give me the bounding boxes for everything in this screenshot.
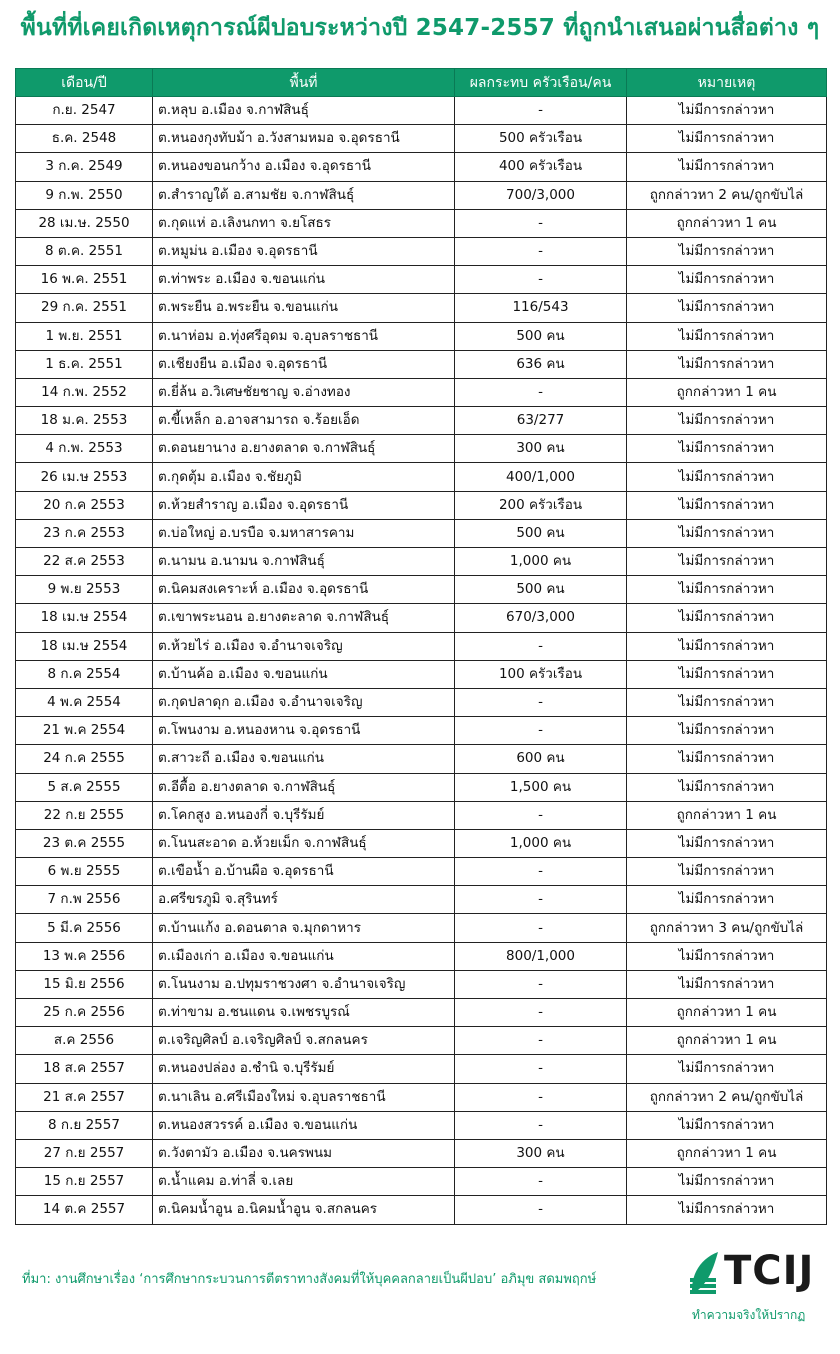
table-row — [16, 153, 827, 181]
cell-date: 13 พ.ค 2556 — [16, 942, 153, 970]
tcij-leaf-icon — [688, 1250, 722, 1296]
table-row — [16, 548, 827, 576]
cell-impact: - — [455, 1111, 627, 1139]
table-row — [16, 1055, 827, 1083]
cell-area: ต.บ้านค้อ อ.เมือง จ.ขอนแก่น — [153, 660, 455, 688]
cell-note: ไม่มีการกล่าวหา — [627, 294, 827, 322]
cell-note: ไม่มีการกล่าวหา — [627, 97, 827, 125]
cell-note: ไม่มีการกล่าวหา — [627, 407, 827, 435]
table-row — [16, 801, 827, 829]
cell-area: ต.นาเลิน อ.ศรีเมืองใหม่ จ.อุบลราชธานี — [153, 1083, 455, 1111]
cell-note: ไม่มีการกล่าวหา — [627, 717, 827, 745]
cell-date: 8 ก.ค 2554 — [16, 660, 153, 688]
cell-date: 3 ก.ค. 2549 — [16, 153, 153, 181]
cell-area: ต.หมูม่น อ.เมือง จ.อุดรธานี — [153, 237, 455, 265]
cell-note: ไม่มีการกล่าวหา — [627, 942, 827, 970]
cell-date: 5 มี.ค 2556 — [16, 914, 153, 942]
table-row — [16, 604, 827, 632]
cell-area: ต.นิคมสงเคราะห์ อ.เมือง จ.อุดรธานี — [153, 576, 455, 604]
cell-date: 22 ส.ค 2553 — [16, 548, 153, 576]
cell-date: 18 ม.ค. 2553 — [16, 407, 153, 435]
column-header-date: เดือน/ปี — [16, 69, 153, 97]
table-row — [16, 350, 827, 378]
column-header-impact: ผลกระทบ ครัวเรือน/คน — [455, 69, 627, 97]
cell-date: 28 เม.ษ. 2550 — [16, 209, 153, 237]
cell-note: ไม่มีการกล่าวหา — [627, 125, 827, 153]
cell-area: ต.บ้านแก้ง อ.ดอนตาล จ.มุกดาหาร — [153, 914, 455, 942]
cell-area: ต.หนองขอนกว้าง อ.เมือง จ.อุดรธานี — [153, 153, 455, 181]
cell-impact: - — [455, 858, 627, 886]
cell-note: ไม่มีการกล่าวหา — [627, 576, 827, 604]
cell-note: ถูกกล่าวหา 3 คน/ถูกขับไล่ — [627, 914, 827, 942]
table-row — [16, 632, 827, 660]
cell-area: ต.อีตื้อ อ.ยางตลาด จ.กาฬสินธุ์ — [153, 773, 455, 801]
cell-area: ต.หนองปล่อง อ.ชำนิ จ.บุรีรัมย์ — [153, 1055, 455, 1083]
cell-impact: 500 ครัวเรือน — [455, 125, 627, 153]
cell-date: 4 พ.ค 2554 — [16, 688, 153, 716]
table-row — [16, 1083, 827, 1111]
cell-date: 23 ต.ค 2555 — [16, 829, 153, 857]
cell-note: ไม่มีการกล่าวหา — [627, 463, 827, 491]
cell-area: ต.ดอนยานาง อ.ยางตลาด จ.กาฬสินธุ์ — [153, 435, 455, 463]
cell-area: ต.โนนสะอาด อ.ห้วยเม็ก จ.กาฬสินธุ์ — [153, 829, 455, 857]
cell-impact: 400 ครัวเรือน — [455, 153, 627, 181]
cell-note: ไม่มีการกล่าวหา — [627, 632, 827, 660]
cell-date: 7 ก.พ 2556 — [16, 886, 153, 914]
cell-area: ต.โพนงาม อ.หนองหาน จ.อุดรธานี — [153, 717, 455, 745]
cell-area: ต.นิคมน้ำอูน อ.นิคมน้ำอูน จ.สกลนคร — [153, 1196, 455, 1224]
cell-impact: - — [455, 266, 627, 294]
table-row — [16, 209, 827, 237]
table-row — [16, 970, 827, 998]
cell-area: ต.ขี้เหล็ก อ.อาจสามารถ จ.ร้อยเอ็ด — [153, 407, 455, 435]
cell-area: ต.โนนงาม อ.ปทุมราชวงศา จ.อำนาจเจริญ — [153, 970, 455, 998]
table-row — [16, 1168, 827, 1196]
cell-note: ถูกกล่าวหา 1 คน — [627, 1139, 827, 1167]
cell-impact: 700/3,000 — [455, 181, 627, 209]
table-row — [16, 688, 827, 716]
table-row — [16, 519, 827, 547]
cell-date: 24 ก.ค 2555 — [16, 745, 153, 773]
cell-impact: - — [455, 378, 627, 406]
table-body — [16, 97, 827, 1225]
table-row — [16, 237, 827, 265]
table-row — [16, 322, 827, 350]
cell-impact: - — [455, 801, 627, 829]
table-row — [16, 829, 827, 857]
logo-tagline: ทำความจริงให้ปรากฏ — [692, 1308, 806, 1322]
cell-date: 9 พ.ย 2553 — [16, 576, 153, 604]
cell-note: ไม่มีการกล่าวหา — [627, 773, 827, 801]
cell-note: ไม่มีการกล่าวหา — [627, 548, 827, 576]
cell-date: 6 พ.ย 2555 — [16, 858, 153, 886]
cell-note: ไม่มีการกล่าวหา — [627, 153, 827, 181]
cell-date: 9 ก.พ. 2550 — [16, 181, 153, 209]
table-row — [16, 745, 827, 773]
table-row — [16, 1196, 827, 1224]
table-row — [16, 576, 827, 604]
table-row — [16, 942, 827, 970]
cell-date: 21 ส.ค 2557 — [16, 1083, 153, 1111]
cell-impact: - — [455, 632, 627, 660]
cell-impact: 400/1,000 — [455, 463, 627, 491]
table-row — [16, 294, 827, 322]
cell-date: ก.ย. 2547 — [16, 97, 153, 125]
table-row — [16, 660, 827, 688]
table-row — [16, 1027, 827, 1055]
cell-note: ถูกกล่าวหา 1 คน — [627, 209, 827, 237]
cell-date: ส.ค 2556 — [16, 1027, 153, 1055]
cell-impact: - — [455, 688, 627, 716]
cell-area: ต.เมืองเก่า อ.เมือง จ.ขอนแก่น — [153, 942, 455, 970]
column-header-area: พื้นที่ — [153, 69, 455, 97]
cell-date: 16 พ.ค. 2551 — [16, 266, 153, 294]
source-note: ที่มา: งานศึกษาเรื่อง ‘การศึกษากระบวนการตีตราทางสังคมที่ให้บุคคลกลายเป็นผีปอบ’ อภิมุข สดมพฤกษ์ — [22, 1272, 597, 1287]
cell-note: ไม่มีการกล่าวหา — [627, 688, 827, 716]
cell-note: ไม่มีการกล่าวหา — [627, 350, 827, 378]
cell-area: ต.โคกสูง อ.หนองกี่ จ.บุรีรัมย์ — [153, 801, 455, 829]
table-row — [16, 999, 827, 1027]
cell-note: ไม่มีการกล่าวหา — [627, 1055, 827, 1083]
table-row — [16, 378, 827, 406]
cell-area: ต.กุดแห่ อ.เลิงนกทา จ.ยโสธร — [153, 209, 455, 237]
column-header-note: หมายเหตุ — [627, 69, 827, 97]
table-row — [16, 858, 827, 886]
cell-date: 14 ต.ค 2557 — [16, 1196, 153, 1224]
cell-impact: 800/1,000 — [455, 942, 627, 970]
cell-note: ไม่มีการกล่าวหา — [627, 237, 827, 265]
table-row — [16, 1111, 827, 1139]
cell-impact: 116/543 — [455, 294, 627, 322]
cell-impact: 63/277 — [455, 407, 627, 435]
cell-date: 4 ก.พ. 2553 — [16, 435, 153, 463]
cell-impact: - — [455, 1027, 627, 1055]
cell-impact: - — [455, 1083, 627, 1111]
cell-note: ไม่มีการกล่าวหา — [627, 1111, 827, 1139]
page-title: พื้นที่ที่เคยเกิดเหตุการณ์ผีปอบระหว่างปี 2547-2557 ที่ถูกนำเสนอผ่านสื่อต่าง ๆ — [20, 15, 820, 41]
cell-impact: - — [455, 97, 627, 125]
cell-note: ไม่มีการกล่าวหา — [627, 886, 827, 914]
cell-note: ไม่มีการกล่าวหา — [627, 491, 827, 519]
cell-note: ไม่มีการกล่าวหา — [627, 604, 827, 632]
cell-area: ต.กุดปลาดุก อ.เมือง จ.อำนาจเจริญ — [153, 688, 455, 716]
cell-date: ธ.ค. 2548 — [16, 125, 153, 153]
table-row — [16, 435, 827, 463]
cell-date: 14 ก.พ. 2552 — [16, 378, 153, 406]
cell-impact: - — [455, 970, 627, 998]
cell-area: ต.บ่อใหญ่ อ.บรบือ จ.มหาสารคาม — [153, 519, 455, 547]
cell-impact: 300 คน — [455, 1139, 627, 1167]
cell-impact: 1,000 คน — [455, 829, 627, 857]
cell-area: ต.เขาพระนอน อ.ยางตะลาด จ.กาฬสินธุ์ — [153, 604, 455, 632]
table-row — [16, 717, 827, 745]
cell-impact: 1,500 คน — [455, 773, 627, 801]
cell-date: 20 ก.ค 2553 — [16, 491, 153, 519]
cell-date: 22 ก.ย 2555 — [16, 801, 153, 829]
table-row — [16, 1139, 827, 1167]
cell-impact: - — [455, 886, 627, 914]
cell-area: ต.เขือน้ำ อ.บ้านผือ จ.อุดรธานี — [153, 858, 455, 886]
cell-impact: 636 คน — [455, 350, 627, 378]
cell-area: ต.หลุบ อ.เมือง จ.กาฬสินธุ์ — [153, 97, 455, 125]
table-row — [16, 886, 827, 914]
cell-date: 8 ต.ค. 2551 — [16, 237, 153, 265]
cell-impact: 1,000 คน — [455, 548, 627, 576]
cell-area: ต.สำราญใต้ อ.สามชัย จ.กาฬสินธุ์ — [153, 181, 455, 209]
cell-area: ต.หนองสวรรค์ อ.เมือง จ.ขอนแก่น — [153, 1111, 455, 1139]
cell-impact: - — [455, 209, 627, 237]
cell-impact: 600 คน — [455, 745, 627, 773]
cell-area: อ.ศรีขรภูมิ จ.สุรินทร์ — [153, 886, 455, 914]
cell-impact: - — [455, 914, 627, 942]
cell-area: ต.ท่าพระ อ.เมือง จ.ขอนแก่น — [153, 266, 455, 294]
cell-impact: - — [455, 1055, 627, 1083]
cell-note: ไม่มีการกล่าวหา — [627, 745, 827, 773]
incident-table — [15, 68, 827, 1225]
cell-impact: - — [455, 1168, 627, 1196]
cell-area: ต.ห้วยสำราญ อ.เมือง จ.อุดรธานี — [153, 491, 455, 519]
cell-impact: - — [455, 1196, 627, 1224]
table-row — [16, 914, 827, 942]
cell-note: ไม่มีการกล่าวหา — [627, 322, 827, 350]
cell-note: ถูกกล่าวหา 1 คน — [627, 1027, 827, 1055]
cell-area: ต.กุดตุ้ม อ.เมือง จ.ชัยภูมิ — [153, 463, 455, 491]
cell-area: ต.เจริญศิลป์ อ.เจริญศิลป์ จ.สกลนคร — [153, 1027, 455, 1055]
cell-impact: 500 คน — [455, 576, 627, 604]
cell-impact: 500 คน — [455, 519, 627, 547]
cell-impact: - — [455, 999, 627, 1027]
cell-date: 27 ก.ย 2557 — [16, 1139, 153, 1167]
cell-note: ถูกกล่าวหา 2 คน/ถูกขับไล่ — [627, 1083, 827, 1111]
table-row — [16, 773, 827, 801]
cell-area: ต.วังตามัว อ.เมือง จ.นครพนม — [153, 1139, 455, 1167]
cell-note: ไม่มีการกล่าวหา — [627, 519, 827, 547]
cell-date: 29 ก.ค. 2551 — [16, 294, 153, 322]
table-header-row — [16, 69, 827, 97]
cell-area: ต.นาห่อม อ.ทุ่งศรีอุดม จ.อุบลราชธานี — [153, 322, 455, 350]
cell-note: ไม่มีการกล่าวหา — [627, 660, 827, 688]
cell-impact: - — [455, 237, 627, 265]
cell-note: ไม่มีการกล่าวหา — [627, 1168, 827, 1196]
cell-impact: 100 ครัวเรือน — [455, 660, 627, 688]
cell-area: ต.เชียงยืน อ.เมือง จ.อุดรธานี — [153, 350, 455, 378]
cell-note: ไม่มีการกล่าวหา — [627, 266, 827, 294]
cell-note: ถูกกล่าวหา 1 คน — [627, 378, 827, 406]
cell-date: 23 ก.ค 2553 — [16, 519, 153, 547]
table-row — [16, 491, 827, 519]
cell-area: ต.ท่าขาม อ.ชนแดน จ.เพชรบูรณ์ — [153, 999, 455, 1027]
cell-date: 15 มิ.ย 2556 — [16, 970, 153, 998]
logo-wordmark: TCIJ — [724, 1248, 815, 1294]
cell-date: 15 ก.ย 2557 — [16, 1168, 153, 1196]
cell-area: ต.ห้วยไร่ อ.เมือง จ.อำนาจเจริญ — [153, 632, 455, 660]
cell-note: ไม่มีการกล่าวหา — [627, 858, 827, 886]
cell-impact: 300 คน — [455, 435, 627, 463]
cell-area: ต.นามน อ.นามน จ.กาฬสินธุ์ — [153, 548, 455, 576]
cell-date: 5 ส.ค 2555 — [16, 773, 153, 801]
cell-date: 26 เม.ษ 2553 — [16, 463, 153, 491]
table-row — [16, 266, 827, 294]
cell-note: ถูกกล่าวหา 1 คน — [627, 999, 827, 1027]
cell-date: 8 ก.ย 2557 — [16, 1111, 153, 1139]
cell-note: ไม่มีการกล่าวหา — [627, 829, 827, 857]
cell-impact: 500 คน — [455, 322, 627, 350]
cell-note: ไม่มีการกล่าวหา — [627, 435, 827, 463]
cell-area: ต.พระยืน อ.พระยืน จ.ขอนแก่น — [153, 294, 455, 322]
table-row — [16, 125, 827, 153]
table-row — [16, 463, 827, 491]
cell-area: ต.น้ำแคม อ.ท่าลี่ จ.เลย — [153, 1168, 455, 1196]
cell-date: 1 ธ.ค. 2551 — [16, 350, 153, 378]
cell-date: 18 ส.ค 2557 — [16, 1055, 153, 1083]
cell-area: ต.ยี่ล้น อ.วิเศษชัยชาญ จ.อ่างทอง — [153, 378, 455, 406]
cell-impact: - — [455, 717, 627, 745]
table-row — [16, 407, 827, 435]
cell-date: 1 พ.ย. 2551 — [16, 322, 153, 350]
cell-note: ถูกกล่าวหา 1 คน — [627, 801, 827, 829]
table-row — [16, 181, 827, 209]
table-row — [16, 97, 827, 125]
cell-date: 18 เม.ษ 2554 — [16, 604, 153, 632]
cell-note: ไม่มีการกล่าวหา — [627, 1196, 827, 1224]
tcij-logo — [688, 1248, 828, 1328]
cell-date: 25 ก.ค 2556 — [16, 999, 153, 1027]
cell-date: 21 พ.ค 2554 — [16, 717, 153, 745]
cell-note: ถูกกล่าวหา 2 คน/ถูกขับไล่ — [627, 181, 827, 209]
cell-impact: 670/3,000 — [455, 604, 627, 632]
cell-date: 18 เม.ษ 2554 — [16, 632, 153, 660]
cell-area: ต.หนองกุงทับม้า อ.วังสามหมอ จ.อุดรธานี — [153, 125, 455, 153]
cell-area: ต.สาวะถี อ.เมือง จ.ขอนแก่น — [153, 745, 455, 773]
cell-note: ไม่มีการกล่าวหา — [627, 970, 827, 998]
cell-impact: 200 ครัวเรือน — [455, 491, 627, 519]
